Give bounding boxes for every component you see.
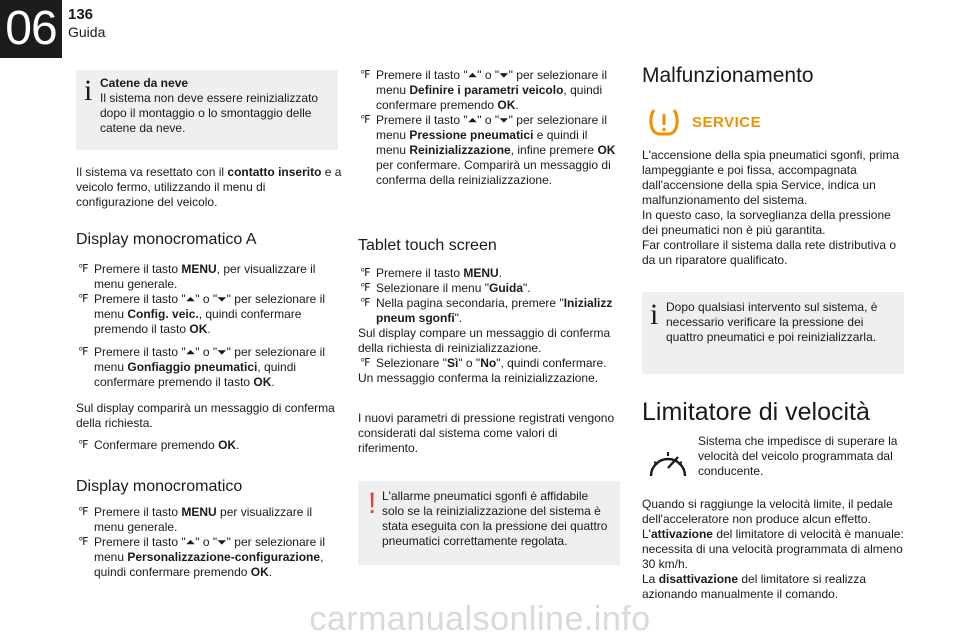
list-item: ℉ Premere il tasto "⏶" o "⏷" per selezionare il menu Gonfiaggio pneumatici, quindi confermare premendo il tasto OK. — [78, 345, 325, 389]
list-item: ℉ Premere il tasto "⏶" o "⏷" per selezionare il menu Pressione pneumatici e quindi il menu Reinizializzazione, infine premere OK per confermare. Comparirà un messaggio di conferma della reinizializzazione. — [360, 113, 616, 187]
limiter-text: La disattivazione del limitatore si realizza azionando manualmente il comando. — [642, 572, 867, 601]
list-item: ℉ Premere il tasto MENU per visualizzare il menu generale. — [78, 505, 313, 534]
page-number: 136 — [68, 6, 94, 23]
malfunction-text: Far controllare il sistema dalla rete distributiva o da un riparatore qualificato. — [642, 238, 897, 267]
malfunction-text: In questo caso, la sorveglianza della pressione dei pneumatici non è più garantita. — [642, 208, 891, 237]
service-warning-icon: SERVICE — [692, 114, 762, 131]
flag-icon: ℉ — [360, 114, 371, 126]
list-item: ℉ Premere il tasto "⏶" o "⏷" per selezionare il menu Definire i parametri veicolo, quindi confermare premendo OK. — [360, 68, 607, 112]
limiter-text: L'attivazione del limitatore di velocità è manuale: necessita di una velocità programmata di almeno 30 km/h. — [642, 527, 904, 571]
speed-limiter-icon — [646, 446, 690, 480]
info-note-text: Dopo qualsiasi intervento sul sistema, è necessario verificare la pressione dei quattro pneumatici e poi reinizializzarla. — [666, 300, 878, 344]
warning-icon: ! — [368, 487, 377, 520]
tablet-confirm: Un messaggio conferma la reinizializzazione. — [358, 371, 599, 385]
list-item: ℉ Premere il tasto MENU. — [360, 266, 503, 280]
info-icon: i — [650, 298, 659, 331]
malfunction-text: L'accensione della spia pneumatici sgonfi, prima lampeggiante e poi fissa, accompagnata dall'accensione della spia Service, indica un malfunzionamento del sistema. — [642, 148, 900, 207]
new-parameters-text: I nuovi parametri di pressione registrati vengono considerati dal sistema come valori di riferimento. — [358, 411, 615, 455]
list-item: ℉ Premere il tasto "⏶" o "⏷" per selezionare il menu Personalizzazione-configurazione, quindi confermare premendo OK. — [78, 535, 325, 579]
note-title: Catene da neve — [100, 76, 189, 90]
limiter-text: Quando si raggiunge la velocità limite, il pedale dell'acceleratore non produce alcun effetto. — [642, 497, 893, 526]
warning-note — [358, 481, 620, 565]
tyre-warning-icon — [648, 106, 680, 138]
flag-icon: ℉ — [360, 267, 371, 279]
note-body: Il sistema non deve essere reinizializzato dopo il montaggio o lo smontaggio delle catene da neve. — [100, 91, 319, 135]
list-item: ℉ Selezionare il menu "Guida". — [360, 281, 531, 295]
flag-icon: ℉ — [78, 439, 89, 451]
list-item: ℉ Premere il tasto MENU, per visualizzare il menu generale. — [78, 262, 316, 291]
confirm-message: Sul display comparirà un messaggio di conferma della richiesta. — [76, 401, 335, 430]
heading-speed-limiter: Limitatore di velocità — [642, 398, 870, 426]
flag-icon: ℉ — [360, 69, 371, 81]
flag-icon: ℉ — [78, 346, 89, 358]
snow-chains-note — [76, 70, 338, 150]
list-item: ℉ Nella pagina secondaria, premere "Inizializz pneum sgonfi". — [360, 296, 613, 325]
flag-icon: ℉ — [360, 282, 371, 294]
reset-intro: Il sistema va resettato con il contatto inserito e a veicolo fermo, utilizzando il menu di configurazione del veicolo. — [76, 165, 342, 209]
flag-icon: ℉ — [360, 297, 371, 309]
heading-malfunction: Malfunzionamento — [642, 64, 814, 87]
list-item: ℉ Premere il tasto "⏶" o "⏷" per selezionare il menu Config. veic., quindi confermare premendo il tasto OK. — [78, 292, 325, 336]
flag-icon: ℉ — [78, 263, 89, 275]
flag-icon: ℉ — [78, 293, 89, 305]
flag-icon: ℉ — [360, 357, 371, 369]
info-note — [642, 292, 904, 374]
flag-icon: ℉ — [78, 536, 89, 548]
limiter-description: Sistema che impedisce di superare la velocità del veicolo programmata dal conducente. — [698, 434, 898, 478]
heading-mono-a: Display monocromatico A — [76, 231, 257, 248]
warning-text: L'allarme pneumatici sgonfi è affidabile solo se la reinizializzazione del sistema è stata eseguita con la pressione dei quattro pneumatici correttamente regolata. — [382, 489, 608, 548]
list-item: ℉ Selezionare "Sì" o "No", quindi confermare. — [360, 356, 607, 370]
watermark: carmanualsonline.info — [309, 600, 651, 638]
tablet-message: Sul display compare un messaggio di conferma della richiesta di reinizializzazione. — [358, 326, 611, 355]
chapter-number: 06 — [0, 0, 62, 58]
section-title: Guida — [68, 24, 106, 40]
list-item: ℉ Confermare premendo OK. — [78, 438, 240, 452]
heading-mono: Display monocromatico — [76, 478, 243, 495]
flag-icon: ℉ — [78, 506, 89, 518]
heading-tablet: Tablet touch screen — [358, 237, 497, 254]
info-icon: i — [84, 74, 93, 107]
